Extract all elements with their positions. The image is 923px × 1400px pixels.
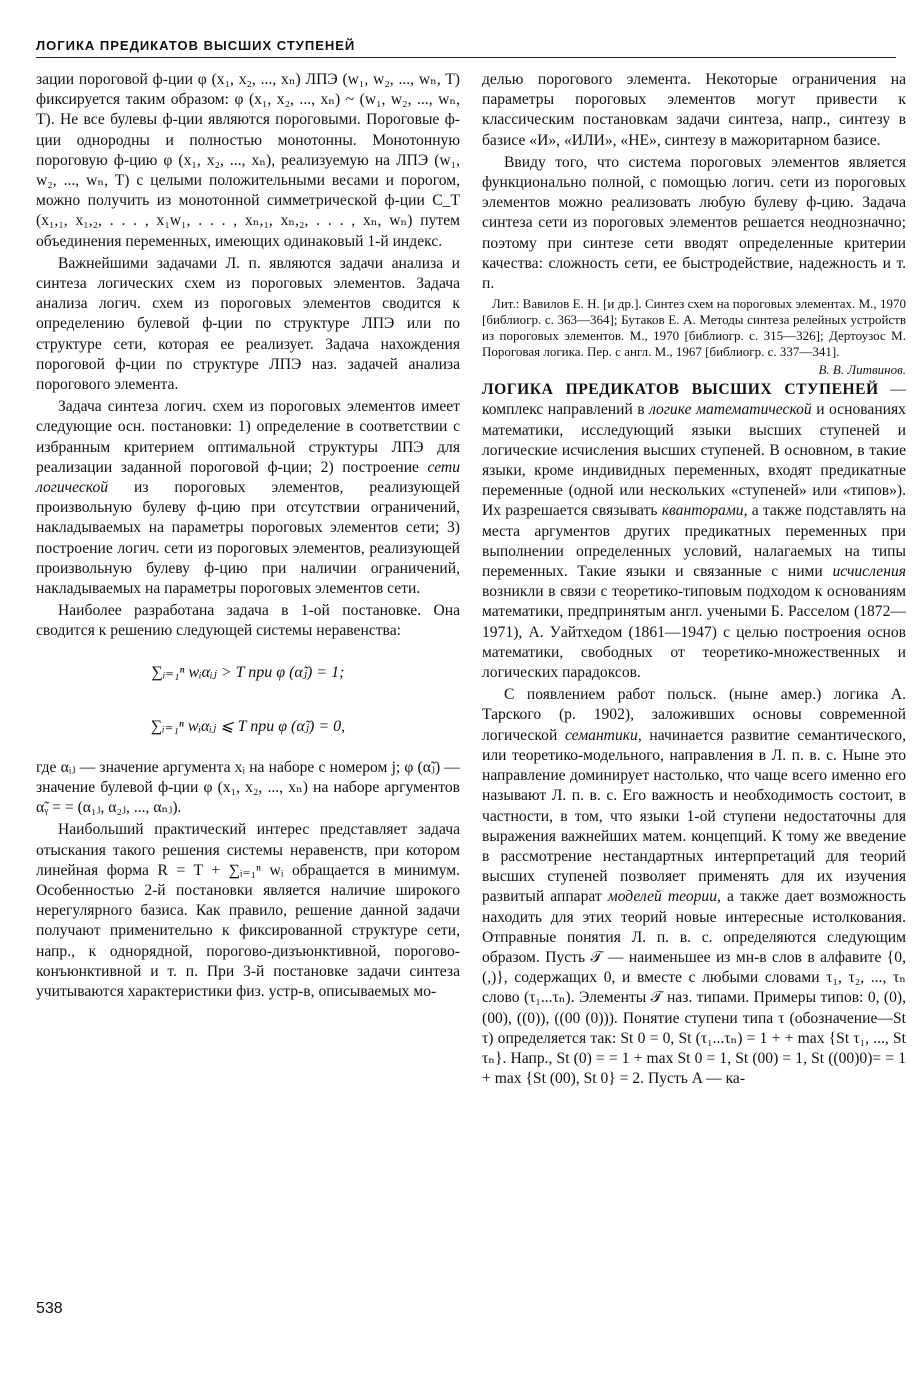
term-link: сети логической [36, 458, 460, 497]
paragraph: зации пороговой ф-ции φ (x₁, x₂, ..., xₙ) ЛПЭ (w₁, w₂, ..., wₙ, T) фиксируется таким образом: φ (x₁, x₂, ..., xₙ) ~ (w₁, w₂, ..., wₙ, T). Не все булевы ф-ции являются пороговыми. Пороговые ф-ции однородны и полностью монотонны. Монотонную пороговую ф-цию φ (x₁, x₂, ..., xₙ), реализуемую на ЛПЭ (w₁, w₂, ..., wₙ, T) с целыми положительными весами и порогом, можно получить из монотонной симметрической ф-ции C_T (x₁,₁, x₁,₂, . . . , x₁w₁, . . . , xₙ,₁, xₙ,₂, . . . , xₙ, wₙ) путем объединения переменных, имеющих одинаковый 1-й индекс. [36, 71, 460, 250]
text-run: из пороговых элементов, реализующей произвольную булеву ф-цию при отсутствии ограничений, накладываемых на параметры пороговых элементов сети; 3) построение логич. сети из пороговых элементов, реализующей произвольную булеву ф-цию при наличии ограничений, накладываемых на параметры пороговых элементов сети. [36, 479, 460, 598]
text-run: — комплекс направлений в [482, 381, 906, 419]
author-signature: В. В. Литвинов. [818, 362, 906, 378]
paragraph [482, 685, 906, 1089]
entry-headword: ЛОГИКА ПРЕДИКАТОВ ВЫСШИХ СТУПЕНЕЙ [482, 381, 879, 399]
paragraph: Важнейшими задачами Л. п. являются задачи анализа и синтеза логических схем из пороговых элементов. Задача анализа логич. схем из пороговых элементов сводится к определению булевой ф-ции по структуре ЛПЭ или по структуре сети, которая ее реализует. Задача нахождения пороговой ф-ции по структуре ЛПЭ наз. задачей анализа порогового элемента. [36, 254, 460, 394]
entry-paragraph [482, 380, 906, 683]
text-run: Задача синтеза логич. схем из пороговых элементов имеет следующие осн. постановки: 1) определение в соответствии с избранным критерием оптимальной структуры ЛПЭ для реализации заданной пороговой ф-ции; 2) построение [36, 398, 460, 476]
term-link: кванторами [661, 502, 744, 520]
paragraph: Наиболее разработана задача в 1-ой постановке. Она сводится к решению следующей системы неравенства: [36, 602, 460, 640]
text-run: , а также дает возможность находить для этих теорий новые интересные истолкования. Отправные понятия Л. п. в. с. определяются следующим образом. Пусть 𝒯 — наименьшее из мн-в слов в алфавите {0, (,)}, содержащих 0, и вместе с любыми словами τ₁, τ₂, ..., τₙ слово (τ₁...τₙ). Элементы 𝒯 наз. типами. Примеры типов: 0, (0), (00), ((0)), ((00 (0))). Понятие ступени типа τ (обозначение—St τ) определяется так: St 0 = 0, St (τ₁...τₙ) = 1 + + max {St τ₁, ..., St τₙ}. Напр., St (0) = = 1 + max St 0 = 1, St (00) = 1, St ((00)0)= = 1 + max {St (00), St 0} = 2. Пусть A — ка- [482, 888, 907, 1088]
term-link: моделей теории [607, 888, 718, 906]
text-run: , а также подставлять на места аргументов других предикатных переменных при выполнении определенных условий, налагаемых на типы переменных. Такие языки и связанные с ними [482, 502, 906, 581]
formula: ∑ᵢ₌₁ⁿ wᵢαᵢⱼ > T при φ (α̃ⱼ) = 1; [151, 663, 345, 681]
formula: ∑ᵢ₌₁ⁿ wᵢαᵢⱼ ⩽ T при φ (α̃ⱼ) = 0, [150, 717, 346, 735]
paragraph: где αᵢⱼ — значение аргумента xᵢ на наборе с номером j; φ (α̃ⱼ) — значение булевой ф-ции φ (x₁, x₂, ..., xₙ) на наборе аргументов α̃ᵧ = = (α₁ⱼ, α₂ⱼ, ..., αₙⱼ). [36, 758, 460, 817]
right-column [482, 70, 906, 1089]
term-link: семантики [564, 726, 638, 744]
text-run: , начинается развитие семантического, или теоретико-модельного, направления в Л. п. в. с. Ныне это направление доминирует настолько, что чаще всего именно его называют Л. п. в. с. Его важность и необходимость состоит, в частности, в том, что языки 1-ой ступени недостаточны для выражения важнейших матем. концепций. К тому же введение в рассмотрение нестандартных интерпретаций для теорий высших ступеней позволяет применять для их изучения развитый аппарат [482, 726, 906, 906]
left-column [36, 70, 460, 1002]
paragraph: Ввиду того, что система пороговых элементов является функционально полной, с помощью логич. сети из пороговых элементов можно реализовать любую булеву ф-цию. Задача синтеза сети из пороговых элементов решается неоднозначно; поэтому при синтезе сети вводят определенные критерии качества: сложность сети, ее быстродействие, надежность и т. п. [482, 153, 906, 293]
bibliography: Лит.: Вавилов Е. Н. [и др.]. Синтез схем на пороговых элементах. М., 1970 [библиогр. с. 363—364]; Бутаков Е. А. Методы синтеза релейных устройств из пороговых элементов. М., 1970 [библиогр. с. 315—326]; Дертоузос М. Пороговая логика. Пер. с англ. М., 1967 [библиогр. с. 337—341]. [482, 296, 906, 360]
paragraph: делью порогового элемента. Некоторые ограничения на параметры пороговых элементов могут привести к классическим постановкам задачи синтеза, напр., синтезу в базисе «И», «ИЛИ», «НЕ», синтезу в мажоритарном базисе. [482, 71, 906, 149]
term-link: исчисления [832, 563, 906, 581]
page-number: 538 [36, 1300, 63, 1317]
text-run: возникли в связи с теоретико-типовым подходом к основаниям математики, предпринятым англ. учеными Б. Расселом (1872—1971), А. Уайтхедом (1861—1947) с целью построения основ математики, свободных от теоретико-множественных и логических парадоксов. [482, 583, 906, 682]
term-link: логике математической [649, 401, 812, 419]
paragraph: Наибольший практический интерес представляет задача отыскания такого решения системы неравенств, при котором линейная форма R = T + ∑ᵢ₌₁ⁿ wᵢ обращается в минимум. Особенностью 2-й постановки является наличие широкого нерегулярного базиса. Как правило, решение данной задачи получают применительно к фиксированной структуре сети, напр., к однорядной, порогово-дизъюнктивной, порогово-конъюнктивной и т. п. При 3-й постановке задачи синтеза учитываются характеристики физ. устр-в, описываемых мо- [36, 821, 460, 1000]
text-run: и основаниях математики, исследующий языки высших ступеней и логические исчисления высших ступеней. В основном, в такие языки, кроме индивидных переменных, входят предикатные переменные (одной или нескольких «ступеней» или «типов»). Их разрешается связывать [482, 401, 906, 520]
running-header: ЛОГИКА ПРЕДИКАТОВ ВЫСШИХ СТУПЕНЕЙ [36, 38, 896, 58]
paragraph [36, 397, 460, 599]
text-run: С появлением работ польск. (ныне амер.) логика А. Тарского (р. 1902), заложивших основы современной логической [482, 686, 906, 744]
